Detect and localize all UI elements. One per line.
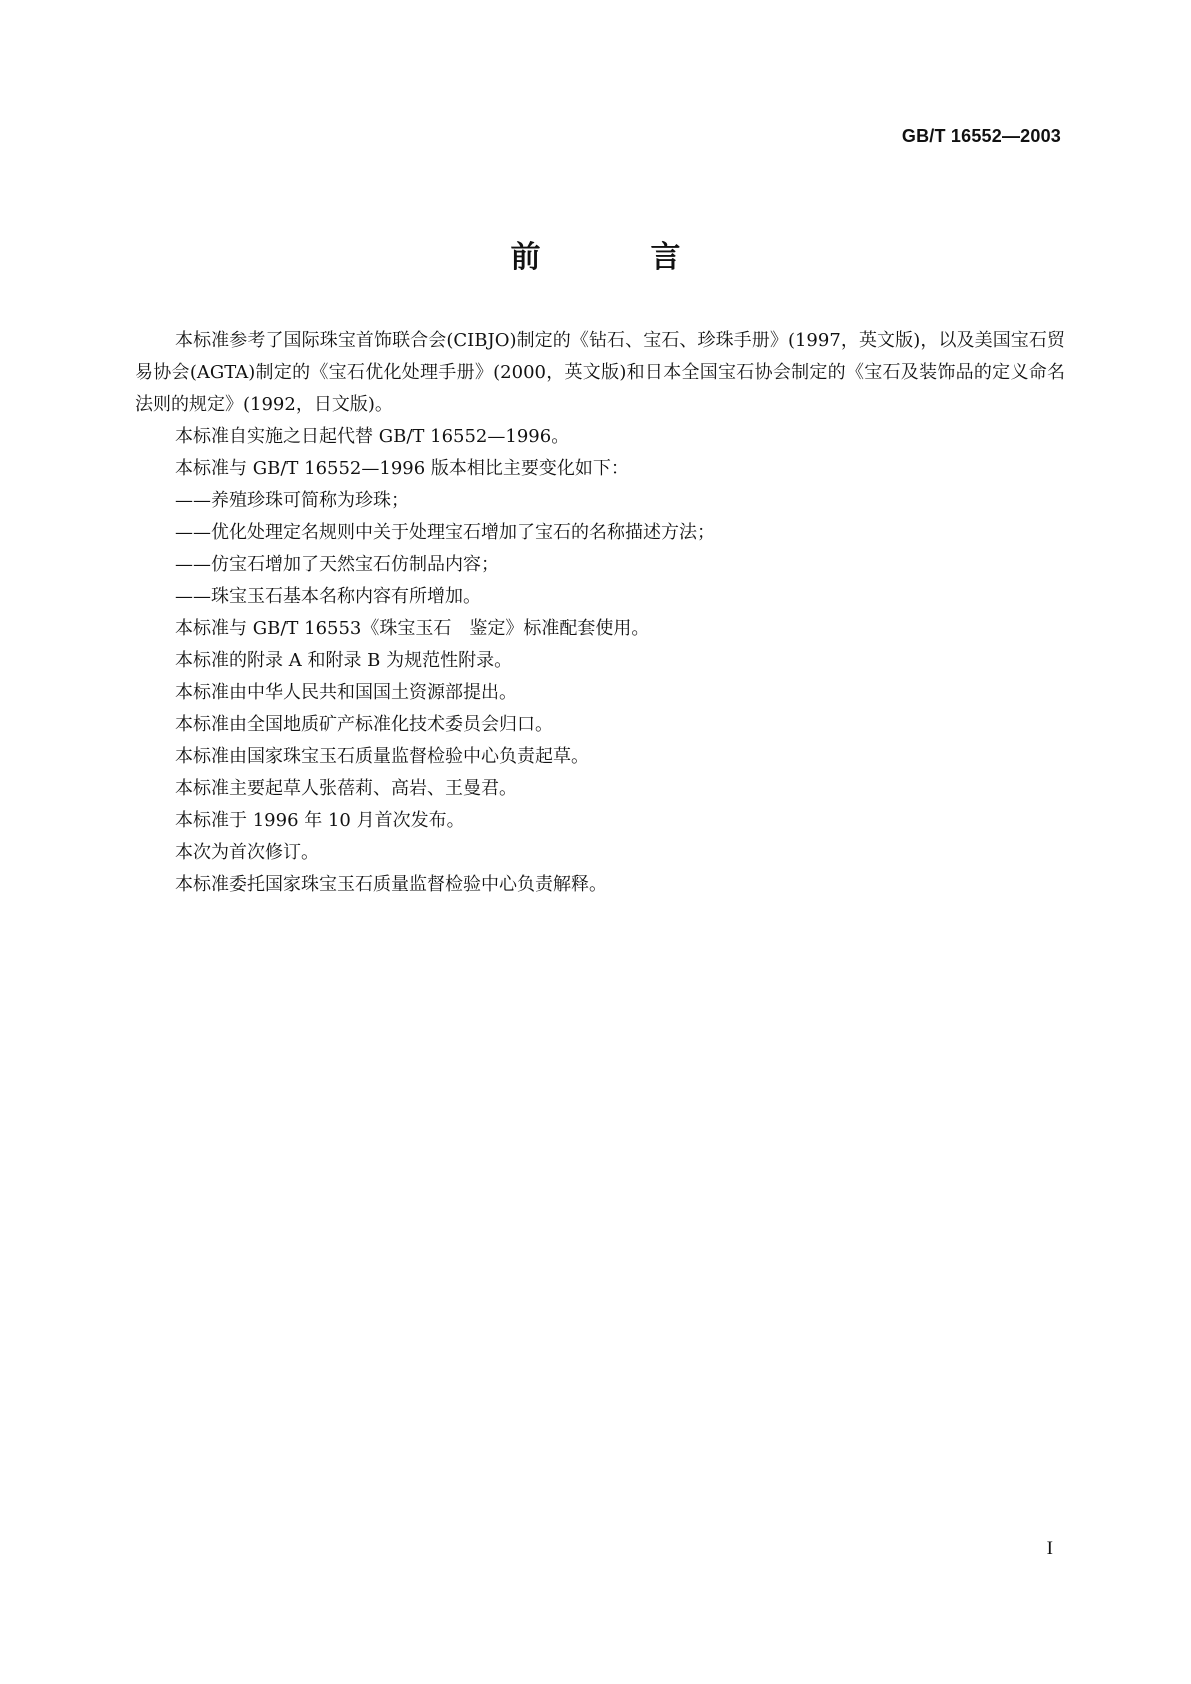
paragraph-drafting-org: 本标准由国家珠宝玉石质量监督检验中心负责起草。 (175, 746, 589, 767)
foreword-body (135, 325, 1065, 901)
paragraph-revision: 本次为首次修订。 (175, 842, 319, 863)
paragraph-replaces: 本标准自实施之日起代替 GB/T 16552—1996。 (175, 426, 570, 447)
change-item: ——养殖珍珠可简称为珍珠； (175, 490, 409, 511)
paragraph-interpretation: 本标准委托国家珠宝玉石质量监督检验中心负责解释。 (175, 874, 607, 895)
paragraph-committee: 本标准由全国地质矿产标准化技术委员会归口。 (175, 714, 553, 735)
paragraph-changes-intro: 本标准与 GB/T 16552—1996 版本相比主要变化如下： (175, 458, 629, 479)
paragraph-drafters: 本标准主要起草人张蓓莉、高岩、王曼君。 (175, 778, 517, 799)
page-number: I (1046, 1538, 1053, 1559)
paragraph-proposer: 本标准由中华人民共和国国土资源部提出。 (175, 682, 517, 703)
change-item: ——珠宝玉石基本名称内容有所增加。 (175, 586, 481, 607)
change-item: ——优化处理定名规则中关于处理宝石增加了宝石的名称描述方法； (175, 522, 715, 543)
standard-number: GB/T 16552—2003 (901, 126, 1061, 146)
paragraph-annexes: 本标准的附录 A 和附录 B 为规范性附录。 (175, 650, 513, 671)
paragraph-references: 本标准参考了国际珠宝首饰联合会(CIBJO)制定的《钻石、宝石、珍珠手册》(1997，英文版)，以及美国宝石贸易协会(AGTA)制定的《宝石优化处理手册》(2000，英文版)和日本全国宝石协会制定的《宝石及装饰品的定义命名法则的规定》(1992，日文版)。 (135, 330, 1065, 415)
change-item: ——仿宝石增加了天然宝石仿制品内容； (175, 554, 499, 575)
page-title: 前 言 (510, 240, 721, 275)
paragraph-companion-standard: 本标准与 GB/T 16553《珠宝玉石 鉴定》标准配套使用。 (175, 618, 650, 639)
paragraph-first-release: 本标准于 1996 年 10 月首次发布。 (175, 810, 465, 831)
